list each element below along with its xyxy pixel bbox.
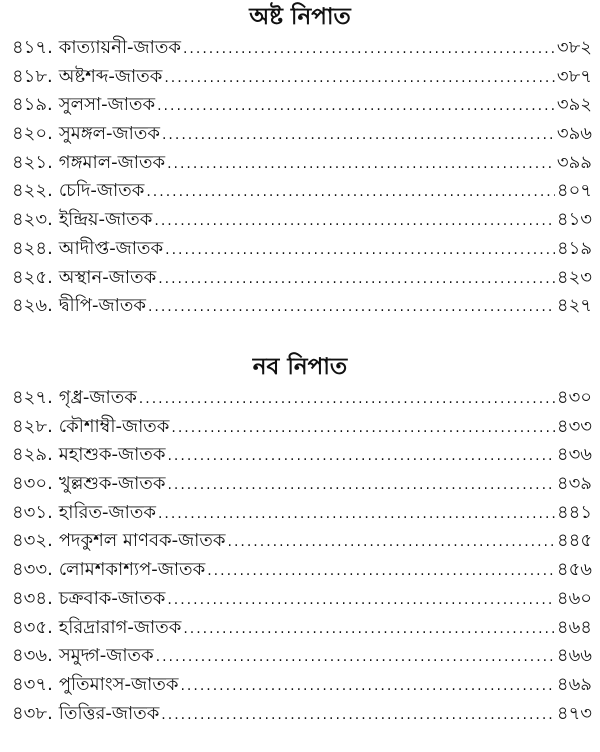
dot-leader [228,528,555,557]
toc-list-naba-nipata [12,384,592,728]
entry-page-number: ৪২৩ [556,266,592,288]
entry-title: আদীপ্ত-জাতক [58,237,164,259]
section-title-naba-nipata: নব নিপাত [252,354,348,380]
toc-entry [12,384,592,413]
entry-page-number: ৪৩৬ [556,444,592,466]
entry-number: ৪৩৩. [12,559,53,581]
entry-page-number: ৪৩০ [556,387,592,408]
entry-number: ৪২৮. [12,415,53,437]
entry-number: ৪২৪. [12,237,53,259]
toc-entry [12,470,592,499]
toc-entry [12,206,592,235]
entry-page-number: ৩৯৬ [556,123,592,145]
dot-leader [146,178,555,207]
entry-number: ৪৩২. [12,530,53,552]
entry-page-number: ৪৬৯ [556,673,592,695]
entry-number: ৪৩৫. [12,616,53,638]
entry-page-number: ৪০৭ [556,180,592,202]
entry-title: লোমশকাশ্যপ-জাতক [58,559,206,581]
entry-number: ৪২০. [12,123,53,145]
entry-title: গঙ্গমাল-জাতক [58,151,166,173]
toc-entry [12,527,592,556]
dot-leader [154,207,555,236]
dot-leader [156,643,555,672]
entry-title: হরিদ্রারাগ-জাতক [58,616,182,638]
entry-title: মহাশুক-জাতক [58,444,166,466]
entry-page-number: ৪১৯ [556,237,592,259]
entry-page-number: ৪৬০ [556,587,592,609]
dot-leader [167,150,555,179]
dot-leader [139,385,555,414]
entry-title: ইন্দ্রিয়-জাতক [58,209,153,231]
entry-number: ৪২৭. [12,387,53,408]
toc-entry [12,120,592,149]
toc-entry [12,91,592,120]
entry-title: হারিত-জাতক [58,501,156,523]
entry-title: পদকুশল মাণবক-জাতক [58,530,226,552]
dot-leader [165,236,555,265]
entry-title: অষ্টশব্দ-জাতক [58,65,163,87]
entry-title: পুতিমাংস-জাতক [58,673,179,695]
dot-leader [161,701,555,730]
entry-page-number: ৪১৩ [556,209,592,231]
toc-entry [12,235,592,264]
entry-number: ৪৩৬. [12,645,53,667]
dot-leader [158,500,555,529]
dot-leader [167,442,554,471]
toc-entry [12,413,592,442]
entry-page-number: ৪৭৩ [556,702,592,724]
toc-entry [12,177,592,206]
entry-number: ৪৩৮. [12,702,53,724]
entry-title: কাত্যায়নী-জাতক [58,37,181,58]
toc-entry [12,34,592,63]
entry-number: ৪৩০. [12,473,53,495]
entry-number: ৪২২. [12,180,53,202]
entry-title: অস্থান-জাতক [58,266,157,288]
entry-number: ৪১৯. [12,94,53,116]
toc-entry [12,614,592,643]
dot-leader [162,121,555,150]
toc-entry [12,264,592,293]
toc-entry [12,671,592,700]
section-title-ashta-nipata: অষ্ট নিপাত [249,4,351,30]
entry-number: ৪৩৭. [12,673,53,695]
entry-title: দ্বীপি-জাতক [58,295,146,317]
entry-number: ৪১৮. [12,65,53,87]
toc-entry [12,292,592,321]
entry-title: চক্রবাক-জাতক [58,587,166,609]
entry-title: চেদি-জাতক [58,180,145,202]
dot-leader [183,35,555,64]
entry-number: ৪২৩. [12,209,53,231]
entry-title: খুল্লশুক-জাতক [58,473,166,495]
entry-title: সমুদ্গ-জাতক [58,645,154,667]
entry-title: সুলসা-জাতক [58,94,156,116]
entry-title: সুমঙ্গল-জাতক [58,123,160,145]
entry-page-number: ৪৬৪ [556,616,592,638]
dot-leader [167,471,554,500]
dot-leader [157,92,555,121]
entry-number: ৪১৭. [12,37,53,58]
dot-leader [164,64,555,93]
entry-title: কৌশাম্বী-জাতক [58,415,170,437]
entry-page-number: ৪৪৫ [556,530,592,552]
entry-title: তিত্তির-জাতক [58,702,160,724]
entry-title: গৃধ্র-জাতক [58,387,137,408]
toc-entry [12,585,592,614]
dot-leader [148,293,555,322]
entry-number: ৪২১. [12,151,53,173]
entry-number: ৪৩৪. [12,587,53,609]
dot-leader [171,414,555,443]
toc-entry [12,700,592,729]
entry-page-number: ৪৬৬ [556,645,592,667]
entry-number: ৪৩১. [12,501,53,523]
toc-entry [12,642,592,671]
dot-leader [183,615,555,644]
entry-page-number: ৪৩৯ [556,473,592,495]
dot-leader [180,672,554,701]
entry-page-number: ৪২৭ [556,295,592,317]
entry-page-number: ৩৮২ [556,37,592,58]
toc-entry [12,441,592,470]
entry-number: ৪২৯. [12,444,53,466]
entry-page-number: ৪৪১ [556,501,592,523]
dot-leader [207,557,555,586]
entry-number: ৪২৬. [12,295,53,317]
entry-number: ৪২৫. [12,266,53,288]
entry-page-number: ৩৯২ [556,94,592,116]
entry-page-number: ৪৩৩ [556,415,592,437]
toc-entry [12,63,592,92]
dot-leader [167,586,555,615]
toc-entry [12,556,592,585]
toc-entry [12,499,592,528]
toc-list-ashta-nipata [12,34,592,321]
entry-page-number: ৩৯৯ [556,151,592,173]
entry-page-number: ৪৫৬ [556,559,592,581]
dot-leader [158,265,555,294]
toc-entry [12,149,592,178]
entry-page-number: ৩৮৭ [556,65,592,87]
